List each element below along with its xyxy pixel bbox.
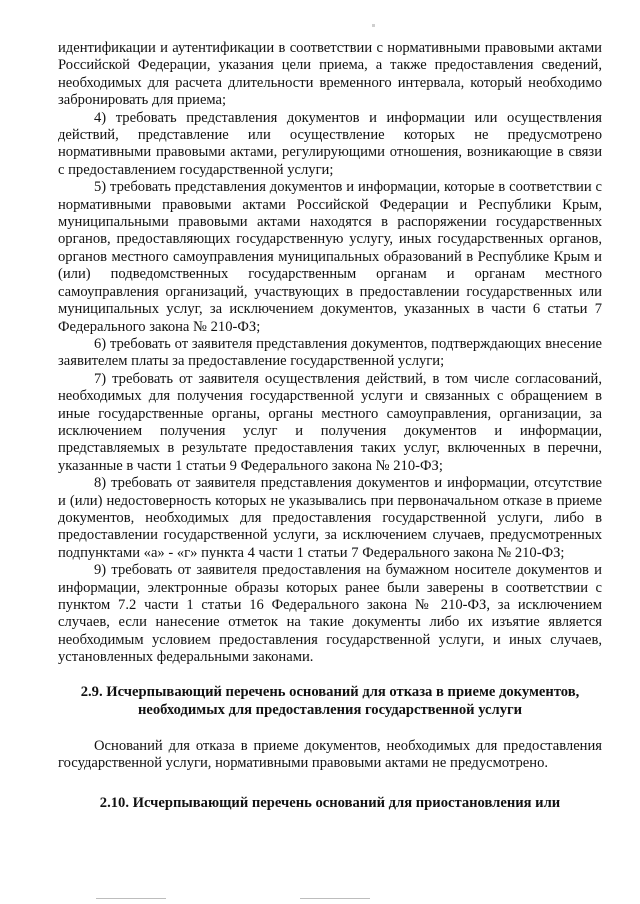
paragraph-continuation: идентификации и аутентификации в соответствии с нормативными правовыми актами Российской Федерации, указания цели приема, а также предоставления сведений, необходимых для расчета длительности временного интервала, который необходимо забронировать для приема; <box>58 40 602 109</box>
section-body-2-9: Оснований для отказа в приеме документов, необходимых для предоставления государственной услуги, нормативными правовыми актами не предусмотрено. <box>58 737 602 772</box>
paragraph-item-5: 5) требовать представления документов и информации, которые в соответствии с нормативными правовыми актами Российской Федерации и Республики Крым, муниципальными правовыми актами находятся в распоряжении государственных органов, предоставляющих государственную услугу, иных государственных органов, органов местного самоуправления муниципальных образований в Республике Крым и (или) подведомственных государственным органам и органам местного самоуправления организаций, участвующих в предоставлении государственных или муниципальных услуг, за исключением документов, указанных в части 6 статьи 7 Федерального закона № 210-ФЗ; <box>58 179 602 335</box>
paragraph-item-8: 8) требовать от заявителя представления документов и информации, отсутствие и (или) недостоверность которых не указывались при первоначальном отказе в приеме документов, необходимых для предоставления государственной услуги, либо в предоставлении государственной услуги, за исключением случаев, предусмотренных подпунктами «а» - «г» пункта 4 части 1 статьи 7 Федерального закона № 210-ФЗ; <box>58 475 602 561</box>
scan-edge-mark-left <box>96 898 166 899</box>
paragraph-item-9: 9) требовать от заявителя предоставления на бумажном носителе документов и информации, электронные образы которых ранее были заверены в соответствии с пунктом 7.2 части 1 статьи 16 Федерального закона № 210-ФЗ, за исключением случаев, если нанесение отметок на такие документы либо их изъятие является необходимым условием предоставления государственной услуги, и иных случаев, установленных федеральными законами. <box>58 562 602 666</box>
section-heading-2-9: 2.9. Исчерпывающий перечень оснований для отказа в приеме документов, необходимых для предоставления государственной услуги <box>80 683 580 718</box>
scan-artifact-top <box>372 24 375 27</box>
paragraph-item-6: 6) требовать от заявителя представления документов, подтверждающих внесение заявителем платы за предоставление государственной услуги; <box>58 335 602 370</box>
paragraph-item-7: 7) требовать от заявителя осуществления действий, в том числе согласований, необходимых для получения государственной услуги и связанных с обращением в иные государственные органы, органы местного самоуправления, организации, за исключением получения услуг и получения документов и информации, представляемых в результате предоставления таких услуг, включенных в перечни, указанные в части 1 статьи 9 Федерального закона № 210-ФЗ; <box>58 370 602 474</box>
scan-edge-mark-right <box>300 898 370 899</box>
section-heading-2-10: 2.10. Исчерпывающий перечень оснований для приостановления или <box>99 795 561 812</box>
paragraph-item-4: 4) требовать представления документов и информации или осуществления действий, представление или осуществление которых не предусмотрено нормативными правовыми актами, регулирующими отношения, возникающие в связи с предоставлением государственной услуги; <box>58 109 602 178</box>
document-page <box>58 40 602 812</box>
